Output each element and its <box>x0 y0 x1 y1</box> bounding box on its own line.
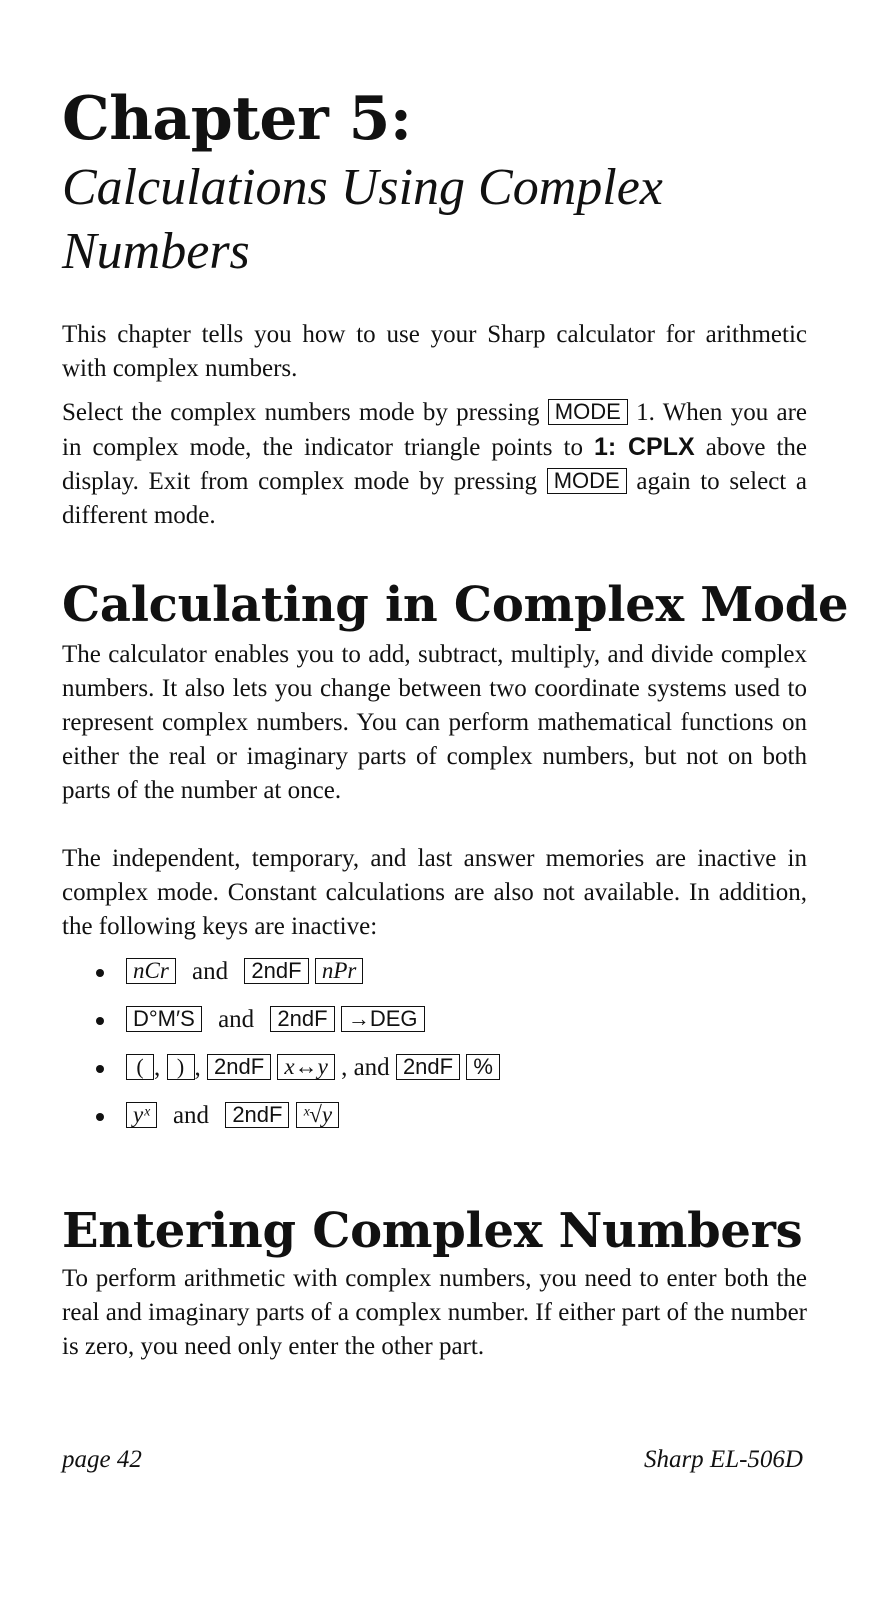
comma-text: , <box>194 1054 201 1081</box>
list-item <box>90 955 790 1003</box>
ncr-key: nCr <box>126 958 176 984</box>
intro-paragraph: This chapter tells you how to use your Sharp calculator for arithmetic with complex numbers. <box>62 321 807 382</box>
and-text: and <box>218 1006 255 1033</box>
calculating-paragraph: The calculator enables you to add, subtract, multiply, and divide complex numbers. It also lets you change between two coordinate systems used to represent complex numbers. You can perform mathematical functions on either the real or imaginary parts of complex numbers, but not on both parts of the number at once. <box>62 641 807 804</box>
mode-text-b: 1. When you are in complex mode, the indicator triangle points to <box>62 399 808 461</box>
2ndf-key: 2ndF <box>244 958 308 984</box>
inactive-memories-paragraph: The independent, temporary, and last answer memories are inactive in complex mode. Constant calculations are also not available. In addition, the following keys are inactive: <box>62 845 807 940</box>
heading-entering: Entering Complex Numbers <box>62 1203 803 1259</box>
2ndf-key: 2ndF <box>396 1054 460 1080</box>
heading-calculating: Calculating in Complex Mode <box>62 577 849 633</box>
npr-key: nPr <box>315 958 364 984</box>
x-swap-y-key: x↔y <box>277 1054 334 1080</box>
and-text: , and <box>341 1054 390 1081</box>
to-deg-key: →DEG <box>341 1006 425 1032</box>
chapter-title: Chapter 5: <box>62 84 412 154</box>
model-name: Sharp EL-506D <box>643 1446 803 1473</box>
power-key: yˣ <box>126 1102 157 1128</box>
open-paren-key: ( <box>126 1054 154 1080</box>
inactive-keys-list <box>90 955 790 1147</box>
list-item <box>90 1099 790 1147</box>
entering-paragraph: To perform arithmetic with complex numbers, you need to enter both the real and imaginary parts of a complex number. If either part of the number is zero, you need only enter the other part. <box>62 1265 807 1360</box>
2ndf-key: 2ndF <box>270 1006 334 1032</box>
mode-key-exit: MODE <box>547 468 627 494</box>
page-number: page 42 <box>62 1446 142 1473</box>
list-item <box>90 1051 790 1099</box>
comma-text: , <box>154 1054 161 1081</box>
mode-text-a: Select the complex numbers mode by pressing <box>62 399 540 426</box>
2ndf-key: 2ndF <box>207 1054 271 1080</box>
mode-text-c: above the display. Exit from complex mode by pressing <box>62 434 807 495</box>
dms-key: D°M′S <box>126 1006 202 1032</box>
close-paren-key: ) <box>167 1054 195 1080</box>
and-text: and <box>192 958 229 985</box>
mode-text-d: again to select a different mode. <box>62 468 807 529</box>
and-text: and <box>172 1102 210 1129</box>
2ndf-key: 2ndF <box>225 1102 289 1128</box>
list-item <box>90 1003 790 1051</box>
chapter-subtitle: Calculations Using Complex Numbers <box>62 159 663 280</box>
mode-paragraph <box>62 396 807 533</box>
cplx-indicator: 1: CPLX <box>594 433 695 461</box>
percent-key: % <box>466 1054 500 1080</box>
mode-key: MODE <box>548 399 628 425</box>
root-key: ˣ√y <box>296 1102 339 1128</box>
